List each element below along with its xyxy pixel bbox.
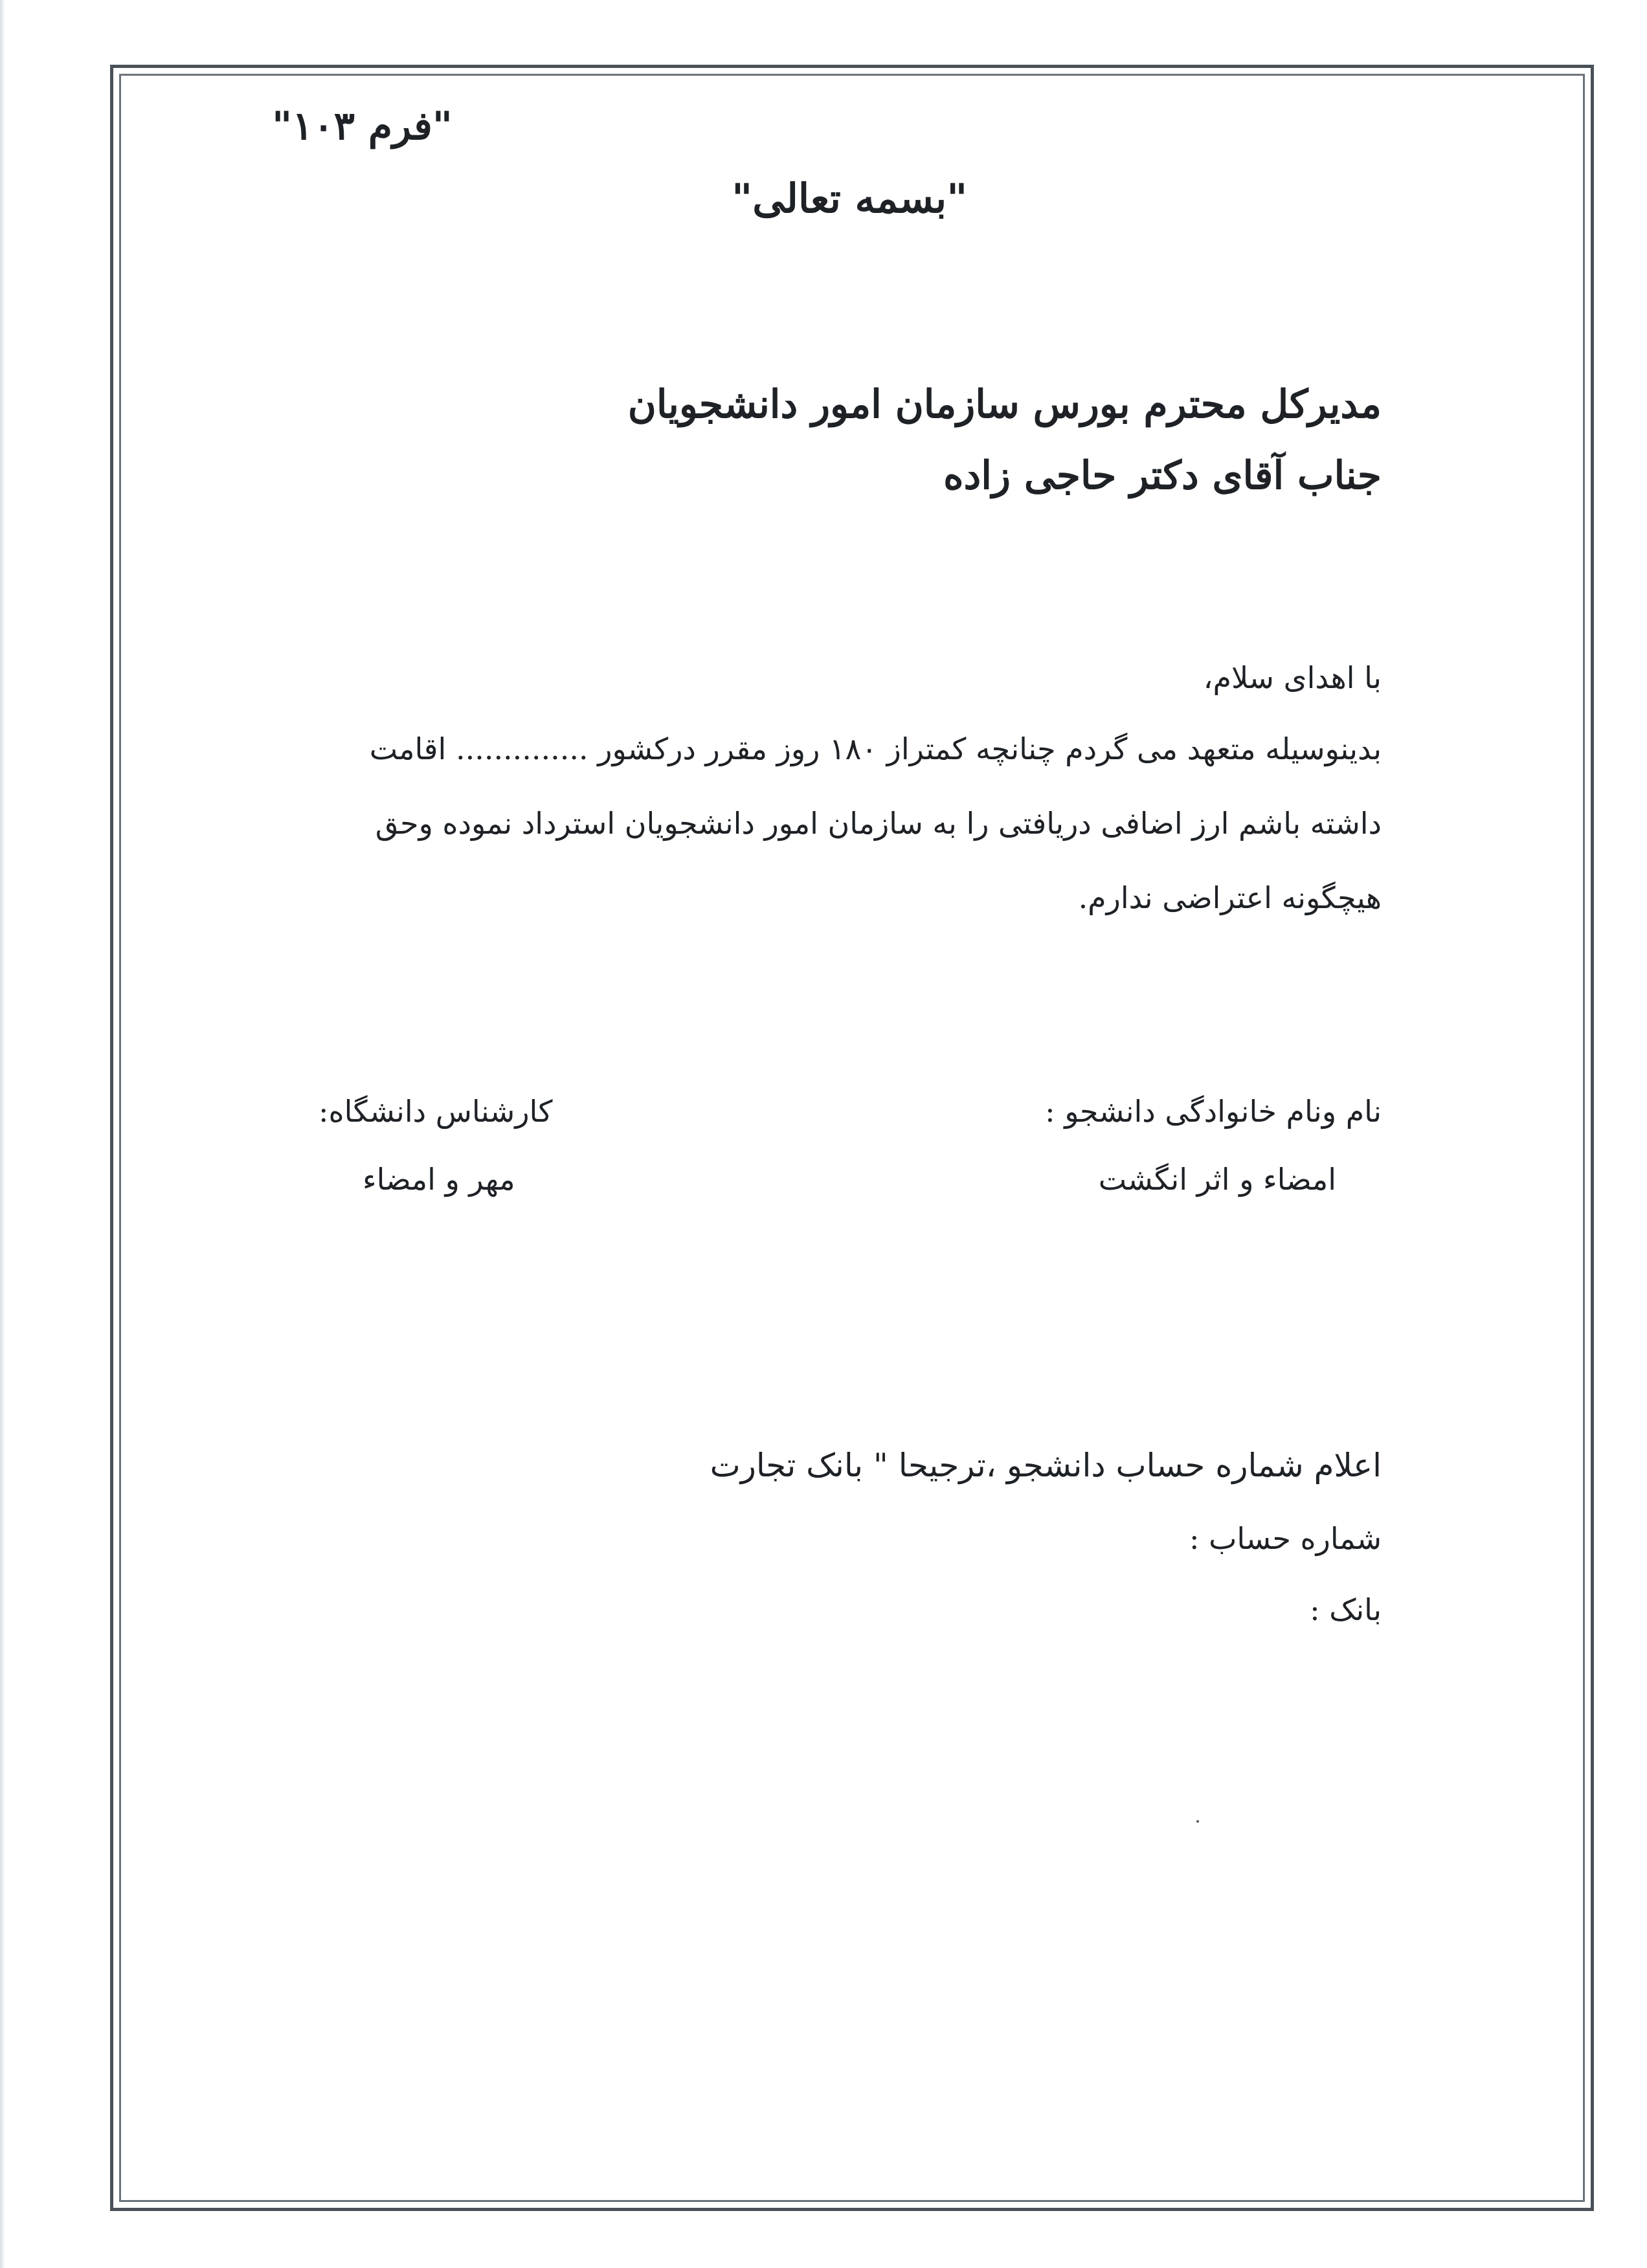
form-number: "فرم ۱۰۳"	[272, 104, 453, 149]
recipient-name: جناب آقای دکتر حاجی زاده	[943, 453, 1382, 498]
university-expert-label: کارشناس دانشگاه:	[319, 1094, 553, 1129]
page-edge-shadow	[0, 0, 5, 2268]
scan-speck	[1196, 1820, 1199, 1823]
expert-stamp-signature-label: مهر و امضاء	[363, 1162, 515, 1197]
basmala-heading: "بسمه تعالی"	[732, 175, 968, 222]
commitment-text-line: بدینوسیله متعهد می گردم چنانچه کمتراز ۱۸۰ روز مقرر درکشور .............. اقامت	[369, 731, 1382, 766]
commitment-text-line: هیچگونه اعتراضی ندارم.	[1078, 880, 1382, 915]
student-signature-label: امضاء و اثر انگشت	[1098, 1162, 1336, 1197]
student-name-label: نام ونام خانوادگی دانشجو :	[1045, 1094, 1382, 1129]
greeting: با اهدای سلام،	[1203, 660, 1382, 695]
recipient-title: مدیرکل محترم بورس سازمان امور دانشجویان	[627, 382, 1382, 427]
account-number-heading: اعلام شماره حساب دانشجو ،ترجیحا " بانک تجارت	[710, 1447, 1382, 1484]
account-number-label: شماره حساب :	[1189, 1521, 1382, 1556]
commitment-text-line: داشته باشم ارز اضافی دریافتی را به سازمان امور دانشجویان استرداد نموده وحق	[375, 806, 1382, 841]
bank-label: بانک :	[1310, 1592, 1382, 1627]
